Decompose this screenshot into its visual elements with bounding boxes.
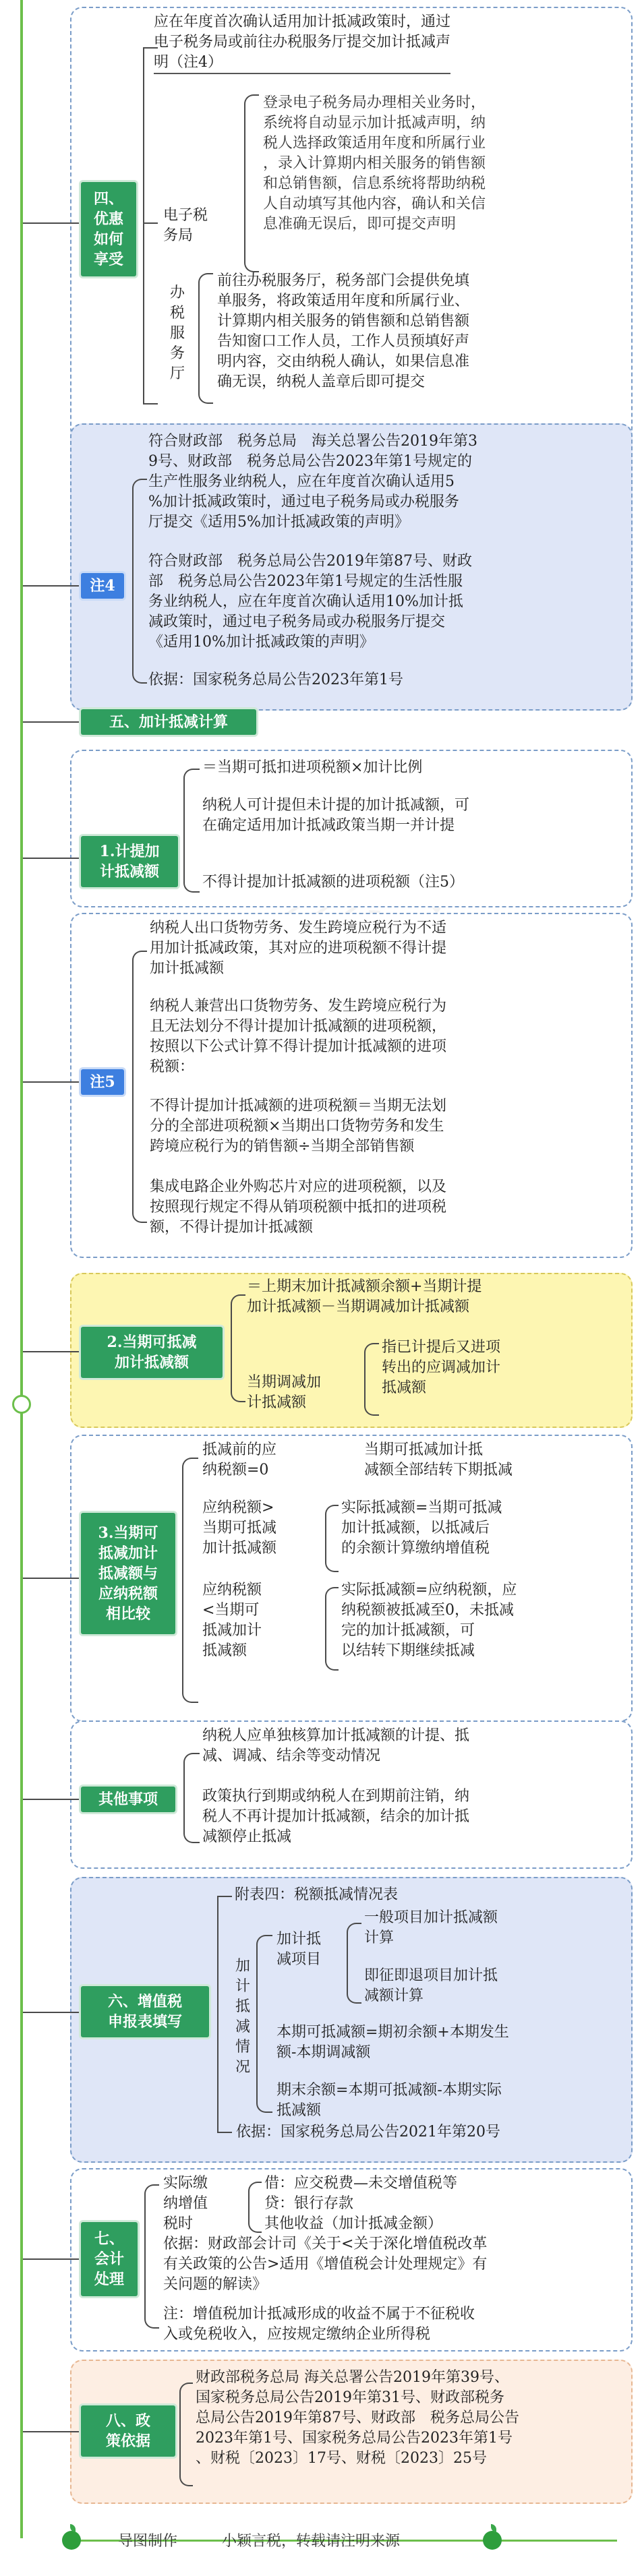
section-4-label[interactable]: 四、 优惠 如何 享受 [81, 182, 136, 276]
mindmap-trunk [20, 0, 23, 2538]
connector [23, 222, 81, 224]
compare-case-2-result: 实际抵减额=当期可抵减 加计抵减额，以抵减后 的余额计算缴纳增值税 [341, 1499, 502, 1557]
calc-exclusion: 不得计提加计抵减额的进项税额（注5） [202, 874, 464, 891]
accounting-entries: 借：应交税费—未交增值税等 贷：银行存款 其他收益（加计抵减金额） [264, 2175, 458, 2232]
schedule-4-title: 附表四：税额抵减情况表 [235, 1886, 399, 1903]
connector [143, 222, 158, 224]
compare-case-2-condition: 应纳税额> 当期可抵减 加计抵减额 [202, 1499, 277, 1557]
connector [23, 1081, 81, 1083]
compare-case-1-result: 当期可抵减加计抵 减额全部结转下期抵减 [364, 1441, 513, 1478]
compare-case-3-result: 实际抵减额=应纳税额，应 纳税额被抵减至0，未抵减 完的加计抵减额，可 以结转下期继续抵减 [341, 1582, 517, 1659]
connector [23, 721, 81, 723]
note4-item-1: 符合财政部 税务总局 海关总署公告2019年第3 9号、财政部 税务总局公告2023年第1号规定的 生产性服务业纳税人，应在年度首次确认适用5 %加计抵减政策时，通过电子税务局或办税服务 厅提交《适用5%加计抵减政策的声明》 [148, 433, 477, 531]
section-5-label[interactable]: 五、加计抵减计算 [81, 709, 256, 735]
bracket [231, 1294, 245, 1402]
bracket [244, 94, 259, 272]
bracket [132, 951, 147, 1223]
actual-payment-label: 实际缴 纳增值 税时 [163, 2175, 208, 2232]
section-6-basis: 依据：国家税务总局公告2021年第20号 [236, 2124, 500, 2140]
general-item-calc: 一般项目加计抵减额 计算 [364, 1909, 498, 1946]
connector [23, 1351, 81, 1352]
connector [143, 403, 158, 405]
etax-text: 登录电子税务局办理相关业务时， 系统将自动显示加计抵减声明，纳 税人选择政策适用年度和所属行业 ，录入计算期内相关服务的销售额 和总销售额，信息系统将帮助纳税 人自动填写其他内容，确认和关信 息准确无误后，即可提交声明 [263, 94, 486, 233]
connector [217, 2132, 232, 2133]
note5-item-3: 不得计提加计抵减额的进项税额＝当期无法划 分的全部进项税额×当期出口货物劳务和发生 跨境应税行为的销售额÷当期全部销售额 [150, 1098, 447, 1155]
refund-item-calc: 即征即退项目加计抵 减额计算 [364, 1967, 498, 2004]
bracket [182, 1458, 198, 1703]
footer-credit: 导图制作 小颖言税，转载请注明来源 [118, 2533, 401, 2550]
section-7-basis: 依据：财政部会计司《关于<关于深化增值税改革 有关政策的公告>适用《增值税会计处理规定》有 关问题的解读》 [163, 2236, 488, 2293]
calc-formula: ＝当期可抵扣进项税额×加计比例 [202, 759, 423, 776]
section-7-note: 注：增值税加计抵减形成的收益不属于不征税收 入或免税收入，应按规定缴纳企业所得税 [163, 2306, 475, 2343]
note5-label[interactable]: 注5 [81, 1069, 124, 1095]
other-item-2: 政策执行到期或纳税人在到期前注销，纳 税人不再计提加计抵减额，结余的加计抵 减额停止抵减 [202, 1788, 470, 1845]
bracket [183, 769, 200, 893]
connector [23, 1799, 81, 1800]
section-6-label[interactable]: 六、增值税 申报表填写 [81, 1986, 209, 2037]
policy-basis-text: 财政部税务总局 海关总署公告2019年第39号、 国家税务总局公告2019年第31号、财政部税务 总局公告2019年第87号、财政部 税务总局公告 2023年第1号、国家税务总局公告2023年第1号 、财税〔2023〕17号、财税〔2023〕25号 [196, 2369, 519, 2467]
connector [217, 1896, 218, 2132]
available-label[interactable]: 2.当期可抵减 加计抵减额 [81, 1327, 223, 1378]
deduction-items-label: 加计抵 减项目 [276, 1931, 322, 1968]
note4-label[interactable]: 注4 [81, 573, 124, 599]
hall-label: 办 税 服 务 厅 [170, 284, 185, 382]
note4-basis: 依据：国家税务总局公告2023年第1号 [148, 671, 403, 688]
compare-case-3-condition: 应纳税额 <当期可 抵减加计 抵减额 [202, 1582, 262, 1659]
adjust-text: 指已计提后又进项 转出的应调减加计 抵减额 [382, 1339, 501, 1396]
section-8-label[interactable]: 八、政 策依据 [81, 2405, 175, 2457]
connector [23, 2431, 81, 2432]
connector [23, 585, 81, 587]
note5-item-4: 集成电路企业外购芯片对应的进项税额，以及 按照现行规定不得从销项税额中抵扣的进项税 额，不得计提加计抵减额 [150, 1178, 447, 1236]
connector [23, 2012, 81, 2013]
s4-intro-text: 应在年度首次确认适用加计抵减政策时，通过 电子税务局或前往办税服务厅提交加计抵减声 明（注4） [154, 12, 450, 74]
compare-label[interactable]: 3.当期可 抵减加计 抵减额与 应纳税额 相比较 [81, 1513, 175, 1634]
bracket [364, 1343, 379, 1416]
connector [143, 47, 144, 405]
etax-label: 电子税 务局 [163, 207, 208, 244]
root-node[interactable] [12, 1395, 31, 1414]
bracket [248, 2182, 262, 2233]
adjust-label: 当期调减加 计抵减额 [247, 1374, 322, 1411]
bracket [256, 1935, 272, 2113]
deduction-status-vertical: 加 计 抵 减 情 况 [235, 1958, 250, 2076]
note4-item-2: 符合财政部 税务总局公告2019年第87号、财政 部 税务总局公告2023年第1号规定的生活性服 务业纳税人，应在年度首次确认适用10%加计抵 减政策时，通过电子税务局或办税服务厅提交 《适用10%加计抵减政策的声明》 [148, 553, 472, 651]
bracket [183, 1753, 200, 1843]
available-formula: ＝上期末加计抵减额余额+当期计提 加计抵减额－当期调减加计抵减额 [247, 1278, 482, 1315]
ending-balance-formula: 期末余额=本期可抵减额-本期实际 抵减额 [276, 2082, 502, 2119]
other-label[interactable]: 其他事项 [81, 1787, 175, 1812]
bracket [144, 2184, 159, 2329]
bracket [179, 2383, 193, 2486]
apple-icon [483, 2531, 502, 2550]
bracket [325, 1505, 339, 1572]
bracket [347, 1923, 361, 2004]
note5-item-1: 纳税人出口货物劳务、发生跨境应税行为不适 用加计抵减政策，其对应的进项税额不得计提 加计抵减额 [150, 920, 447, 977]
bracket [198, 273, 213, 404]
note5-item-2: 纳税人兼营出口货物劳务、发生跨境应税行为 且无法划分不得计提加计抵减额的进项税额， 按照以下公式计算不得计提加计抵减额的进项 税额： [150, 998, 447, 1075]
other-item-1: 纳税人应单独核算加计抵减额的计提、抵 减、调减、结余等变动情况 [202, 1727, 470, 1764]
apple-icon [62, 2531, 81, 2550]
compare-case-1-condition: 抵减前的应 纳税额=0 [202, 1441, 277, 1478]
connector [23, 1578, 81, 1579]
section-7-label[interactable]: 七、 会计 处理 [81, 2222, 138, 2296]
bracket [132, 479, 147, 684]
current-deductible-formula: 本期可抵减额=期初余额+本期发生 额-本期调减额 [276, 2024, 509, 2061]
bracket [325, 1587, 339, 1671]
calc-label[interactable]: 1.计提加 计抵减额 [81, 836, 178, 887]
calc-note: 纳税人可计提但未计提的加计抵减额，可 在确定适用加计抵减政策当期一并计提 [202, 797, 470, 834]
connector [23, 858, 81, 859]
connector [23, 2258, 81, 2260]
hall-text: 前往办税服务厅，税务部门会提供免填 单服务，将政策适用年度和所属行业、 计算期内相关服务的销售额和总销售额 告知窗口工作人员，工作人员预填好声 明内容，交由纳税人确认，如果信息准 确无误，纳税人盖章后即可提交 [217, 272, 470, 390]
connector [217, 1896, 232, 1897]
